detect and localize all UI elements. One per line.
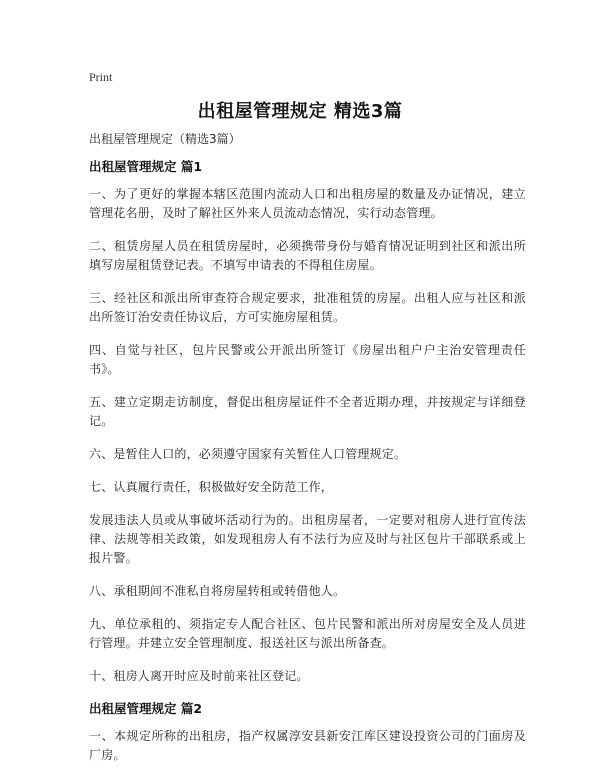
paragraph: 发展违法人员或从事破坏活动行为的。出租房屋者，一定要对租房人进行宣传法律、法规等相关政策，如发现租房人有不法行为应及时与社区包片干部联系或上报片警。 xyxy=(89,513,526,565)
paragraph: 一、本规定所称的出租房，指产权属淳安县新安江库区建设投资公司的门面房及厂房。 xyxy=(89,729,526,762)
section-2 xyxy=(89,700,526,765)
section-heading: 出租屋管理规定 篇1 xyxy=(89,159,203,174)
paragraph: 七、认真履行责任，积极做好安全防范工作， xyxy=(89,480,334,494)
paragraph: 四、自觉与社区，包片民警或公开派出所签订《房屋出租户户主治安管理责任书》。 xyxy=(89,343,526,376)
paragraph: 三、经社区和派出所审查符合规定要求，批准租赁的房屋。出租人应与社区和派出所签订治安责任协议后，方可实施房屋租赁。 xyxy=(89,291,526,324)
section-heading: 出租屋管理规定 篇2 xyxy=(89,701,203,716)
paragraph: 八、承租期间不准私自将房屋转租或转借他人。 xyxy=(89,584,346,598)
section-1 xyxy=(89,158,526,686)
document-subtitle: 出租屋管理规定（精选3篇） xyxy=(89,132,241,146)
print-label[interactable]: Print xyxy=(89,70,113,84)
paragraph: 一、为了更好的掌握本辖区范围内流动人口和出租房屋的数量及办证情况，建立管理花名册，及时了解社区外来人员流动态情况，实行动态管理。 xyxy=(89,187,526,220)
paragraph: 六、是暂住人口的，必须遵守国家有关暂住人口管理规定。 xyxy=(89,447,407,461)
paragraph: 二、租赁房屋人员在租赁房屋时，必须携带身份与婚育情况证明到社区和派出所填写房屋租赁登记表。不填写申请表的不得租住房屋。 xyxy=(89,239,526,272)
paragraph: 九、单位承租的、须指定专人配合社区、包片民警和派出所对房屋安全及人员进行管理。并建立安全管理制度、报送社区与派出所备查。 xyxy=(89,617,526,650)
document-body xyxy=(89,130,526,779)
page-title: 出租屋管理规定 精选3篇 xyxy=(197,101,403,122)
paragraph: 十、租房人离开时应及时前来社区登记。 xyxy=(89,669,309,683)
paragraph: 五、建立定期走访制度，督促出租房屋证件不全者近期办理，并按规定与详细登记。 xyxy=(89,395,526,428)
